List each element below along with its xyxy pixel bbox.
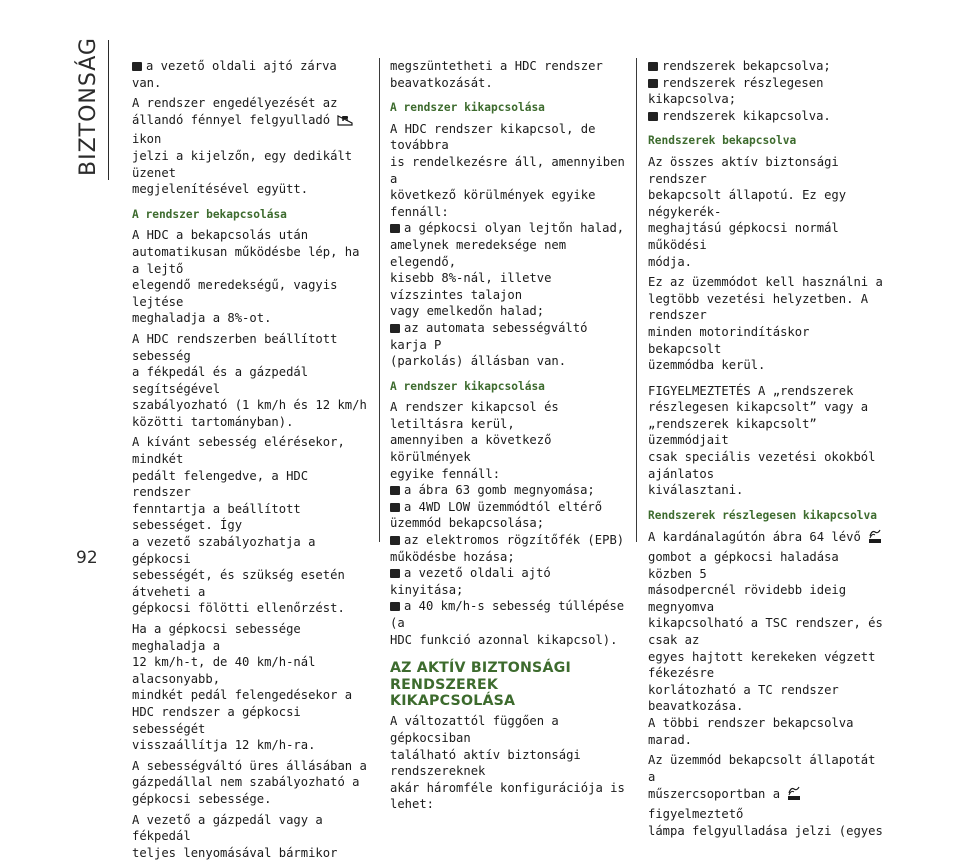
paragraph: Az összes aktív biztonsági rendszer bekapcsolt állapotú. Ez egy négykerék- meghajtású gépkocsi normál működési módja.: [648, 154, 847, 269]
paragraph: Az üzemmód bekapcsolt állapotát a műszercsoportban a figyelmeztető lámpa felgyulladása jelzi (egyes: [648, 753, 883, 838]
square-bullet-icon: [648, 79, 658, 88]
text-column-3: [648, 58, 888, 839]
bullet-item: az automata sebességváltó karja P: [390, 320, 588, 352]
warning-paragraph: FIGYELMEZTETÉS A „rendszerek részlegesen kikapcsolt” vagy a „rendszerek kikapcsolt” üzemmódjait csak speciális vezetési okokból ajánlatos kiválasztani.: [648, 383, 876, 498]
square-bullet-icon: [390, 536, 400, 545]
bullet-item: rendszerek bekapcsolva;: [648, 58, 888, 75]
paragraph: A HDC rendszerben beállított sebesség a fékpedál és a gázpedál segítségével szabályozható (1 km/h és 12 km/h közötti tartományban).: [132, 331, 367, 429]
bullet-item: a vezető oldali ajtó zárva van.: [132, 59, 337, 90]
square-bullet-icon: [390, 324, 400, 333]
section-heading: AZ AKTÍV BIZTONSÁGI RENDSZEREK KIKAPCSOLÁSA: [390, 660, 571, 709]
bullet-item: rendszerek kikapcsolva.: [648, 108, 888, 125]
section-title: BIZTONSÁG: [76, 37, 101, 176]
square-bullet-icon: [648, 62, 658, 71]
paragraph: A változattól függően a gépkocsiban található aktív biztonsági rendszereknek akár háromféle konfigurációja is lehet:: [390, 714, 625, 812]
esc-off-icon: [868, 528, 882, 549]
paragraph: A kardánalagútón ábra 64 lévő gombot a gépkocsi haladása közben 5 másodpercnél rövidebb ideig megnyomva kikapcsolható a TSC rendszer, és csak az egyes hajtott kerekeken végzett fékezésre korlátozható a TC rendszer beavatkozása. A többi rendszer bekapcsolva marad.: [648, 530, 883, 747]
square-bullet-icon: [390, 503, 400, 512]
subheading: Rendszerek részlegesen kikapcsolva: [648, 508, 878, 522]
column-divider-2: [636, 58, 637, 542]
bullet-item: a ábra 63 gomb megnyomása;: [390, 482, 626, 499]
square-bullet-icon: [132, 62, 142, 71]
text-column-2: megszüntetheti a HDC rendszer beavatkozását. A rendszer kikapcsolása A HDC rendszer kikapcsol, de továbbra is rendelkezésre áll, amennyiben a következő körülmények egyike fennáll: a gépkocsi olyan lejtőn halad, amelynek meredeksége nem elegendő, kisebb 8%-nál, illetve vízszintes talajon vagy emelkedőn halad; az automata sebességváltó karja P (parkolás) állásban van. A rendszer kikapcsolása A rendszer kikapcsol és letiltásra kerül, amennyiben a következő körülmények egyike fennáll: a ábra 63 gomb megnyomása; a 4WD LOW üzemmódtól eltérő üzemmód bekapcsolása; az elektromos rögzítőfék (EPB) működésbe hozása; a vezető oldali ajtó kinyitása; a 40 km/h-s sebesség túllépése (a HDC funkció azonnal kikapcsol). AZ AKTÍV BIZTONSÁGI RENDSZEREK KIKAPCSOLÁSA A változattól függően a gépkocsiban található aktív biztonsági rendszereknek akár háromféle konfigurációja is lehet:: [390, 59, 625, 812]
section-rule: [108, 40, 109, 180]
paragraph: A HDC a bekapcsolás után automatikusan működésbe lép, ha a lejtő elegendő meredekségű, vagyis lejtése meghaladja a 8%-ot.: [132, 228, 360, 326]
paragraph: A sebességváltó üres állásában a gázpedállal nem szabályozható a gépkocsi sebessége.: [132, 758, 367, 806]
square-bullet-icon: [390, 602, 400, 611]
subheading: A rendszer bekapcsolása: [132, 207, 287, 221]
bullet-item: a vezető oldali ajtó kinyitása;: [390, 566, 551, 597]
bullet-item: rendszerek részlegesen kikapcsolva;: [648, 75, 824, 107]
paragraph: A rendszer kikapcsol és letiltásra kerül, amennyiben a következő körülmények egyike fennáll:: [390, 400, 559, 481]
paragraph: A HDC rendszer kikapcsol, de továbbra is rendelkezésre áll, amennyiben a következő körülmények egyike fennáll:: [390, 121, 625, 219]
square-bullet-icon: [648, 112, 658, 121]
bullet-item: a 4WD LOW üzemmódtól eltérő: [390, 499, 626, 516]
text-column-1: [132, 58, 368, 861]
esc-off-warning-icon: [787, 785, 801, 806]
bullet-item: a 40 km/h-s sebesség túllépése (a: [390, 599, 625, 630]
column-divider-1: [379, 58, 380, 542]
square-bullet-icon: [390, 569, 400, 578]
subheading: A rendszer kikapcsolása: [390, 101, 545, 115]
paragraph: A kívánt sebesség elérésekor, mindkét pedált felengedve, a HDC rendszer fenntartja a beállított sebességet. Így a vezető szabályozhatja a gépkocsi sebességét, és szükség esetén átveheti a gépkocsi fölötti ellenőrzést.: [132, 435, 345, 616]
paragraph: A vezető a gázpedál vagy a fékpedál teljes lenyomásával bármikor: [132, 812, 338, 860]
square-bullet-icon: [390, 224, 400, 233]
subheading: A rendszer kikapcsolása: [390, 379, 545, 393]
paragraph: Ha a gépkocsi sebessége meghaladja a 12 km/h-t, de 40 km/h-nál alacsonyabb, mindkét pedál felengedésekor a HDC rendszer a gépkocsi sebességét visszaállítja 12 km/h-ra.: [132, 622, 353, 753]
bullet-item: az elektromos rögzítőfék (EPB): [390, 532, 626, 549]
subheading: Rendszerek bekapcsolva: [648, 134, 797, 148]
page-number: 92: [76, 548, 98, 568]
paragraph: Ez az üzemmódot kell használni a legtöbb vezetési helyzetben. A rendszer minden motorindításkor bekapcsolt üzemmódba kerül.: [648, 275, 883, 373]
paragraph: A rendszer engedélyezését az állandó fénnyel felgyulladó ikon jelzi a kijelzőn, egy dedikált üzenet megjelenítésével együtt.: [132, 96, 353, 197]
hill-descent-icon: [337, 113, 353, 132]
square-bullet-icon: [390, 486, 400, 495]
bullet-item: a gépkocsi olyan lejtőn halad,: [390, 220, 626, 237]
